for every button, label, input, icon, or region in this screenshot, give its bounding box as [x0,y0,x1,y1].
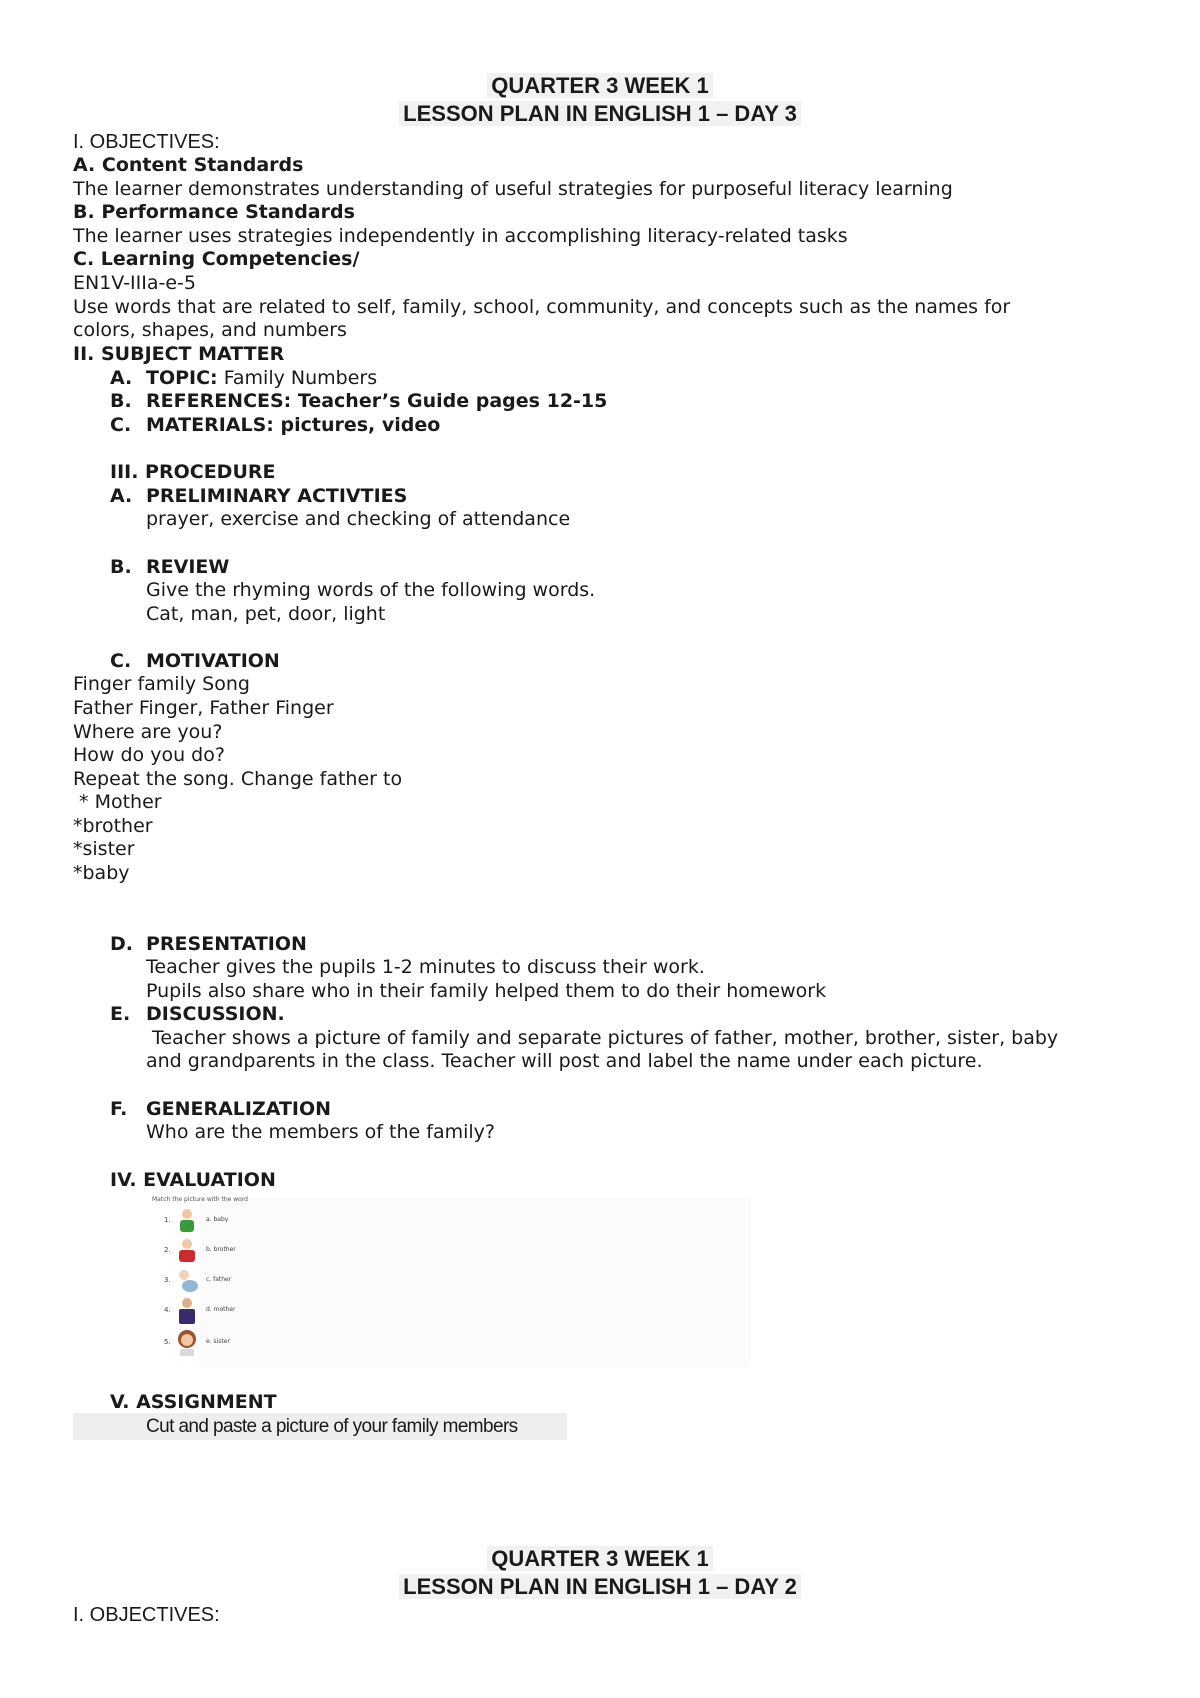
assignment-heading: V. ASSIGNMENT [110,1391,277,1413]
song-line: Father Finger, Father Finger [73,697,334,719]
generalization-text: Who are the members of the family? [146,1121,495,1143]
worksheet-item [150,1236,240,1264]
lesson-plan-title: LESSON PLAN IN ENGLISH 1 – DAY 2 [0,1573,1200,1601]
song-line: * Mother [73,791,162,813]
content-standards-text: The learner demonstrates understanding of useful strategies for purposeful literacy learning [73,178,953,200]
procedure-heading: III. PROCEDURE [110,461,276,483]
content-standards-heading: A. Content Standards [73,154,304,176]
song-line: Where are you? [73,721,223,743]
worksheet-item-number: 3. [164,1276,171,1284]
song-line: Finger family Song [73,673,250,695]
discussion-text-line1: Teacher shows a picture of family and separate pictures of father, mother, brother, sister, baby [146,1027,1059,1049]
song-line: Repeat the song. Change father to [73,768,403,790]
worksheet-item-label: b. brother [206,1246,236,1253]
song-line: *brother [73,815,153,837]
preliminary-title: PRELIMINARY ACTIVTIES [146,485,408,507]
worksheet-item-label: a. baby [206,1216,229,1223]
generalization-letter: F. [110,1098,128,1120]
topic-line [110,366,377,390]
worksheet-item-label: c. father [206,1276,232,1283]
review-letter: B. [110,556,132,578]
competency-text-line2: colors, shapes, and numbers [73,319,347,341]
worksheet-item-label: d. mother [206,1306,236,1313]
references-line [110,389,607,413]
worksheet-item [150,1266,240,1294]
objectives-heading: I. OBJECTIVES: [73,131,220,153]
discussion-title: DISCUSSION. [146,1003,285,1025]
song-line: *baby [73,862,130,884]
woman-figure-icon [176,1330,198,1356]
evaluation-heading: IV. EVALUATION [110,1169,276,1191]
review-text-line1: Give the rhyming words of the following words. [146,579,596,601]
baby-figure-icon [176,1268,198,1294]
worksheet-item [150,1206,240,1234]
worksheet-item [150,1296,240,1324]
song-line: *sister [73,838,135,860]
preliminary-activities-heading [110,484,407,508]
evaluation-worksheet-image [150,1196,750,1368]
worksheet-item-number: 4. [164,1306,171,1314]
discussion-text-line2: and grandparents in the class. Teacher will post and label the name under each picture. [146,1050,983,1072]
lesson-quarter-title: QUARTER 3 WEEK 1 [0,1545,1200,1573]
presentation-title: PRESENTATION [146,933,307,955]
preliminary-activities-text: prayer, exercise and checking of attendance [146,508,571,530]
discussion-letter: E. [110,1003,131,1025]
competency-text-line1: Use words that are related to self, family, school, community, and concepts such as the names for [73,296,1011,318]
man-figure-icon [176,1298,198,1324]
discussion-heading [110,1002,285,1026]
boy-figure-icon [176,1208,198,1234]
references-letter: B. [110,390,132,412]
generalization-heading [110,1097,331,1121]
motivation-title: MOTIVATION [146,650,280,672]
song-line: How do you do? [73,744,225,766]
references-text: REFERENCES: Teacher’s Guide pages 12-15 [146,390,608,412]
objectives-heading: I. OBJECTIVES: [73,1604,220,1626]
performance-standards-text: The learner uses strategies independently in accomplishing literacy-related tasks [73,225,848,247]
presentation-letter: D. [110,933,133,955]
worksheet-item-number: 2. [164,1246,171,1254]
presentation-text-line1: Teacher gives the pupils 1-2 minutes to discuss their work. [146,956,705,978]
review-text-line2: Cat, man, pet, door, light [146,603,386,625]
worksheet-faded-background [200,1198,750,1366]
topic-value: Family Numbers [223,367,378,389]
subject-matter-heading: II. SUBJECT MATTER [73,343,285,365]
topic-letter: A. [110,367,133,389]
worksheet-item-number: 5. [164,1338,171,1346]
generalization-title: GENERALIZATION [146,1098,332,1120]
lesson-quarter-title: QUARTER 3 WEEK 1 [0,72,1200,100]
learning-competencies-heading: C. Learning Competencies/ [73,248,360,270]
presentation-text-line2: Pupils also share who in their family helped them to do their homework [146,980,827,1002]
materials-letter: C. [110,414,132,436]
motivation-heading [110,649,280,673]
girl-figure-icon [176,1238,198,1264]
lesson-plan-title: LESSON PLAN IN ENGLISH 1 – DAY 3 [0,100,1200,128]
assignment-text: Cut and paste a picture of your family members [146,1416,518,1437]
competency-code: EN1V-IIIa-e-5 [73,272,196,294]
performance-standards-heading: B. Performance Standards [73,201,355,223]
presentation-heading [110,932,307,956]
review-heading [110,555,229,579]
preliminary-letter: A. [110,485,133,507]
worksheet-item-label: e. sister [206,1338,230,1345]
worksheet-item-number: 1. [164,1216,171,1224]
worksheet-title: Match the picture with the word [152,1196,248,1203]
materials-text: MATERIALS: pictures, video [146,414,441,436]
worksheet-item [150,1328,240,1356]
materials-line [110,413,440,437]
motivation-letter: C. [110,650,132,672]
review-title: REVIEW [146,556,230,578]
topic-label: TOPIC: [146,367,218,389]
